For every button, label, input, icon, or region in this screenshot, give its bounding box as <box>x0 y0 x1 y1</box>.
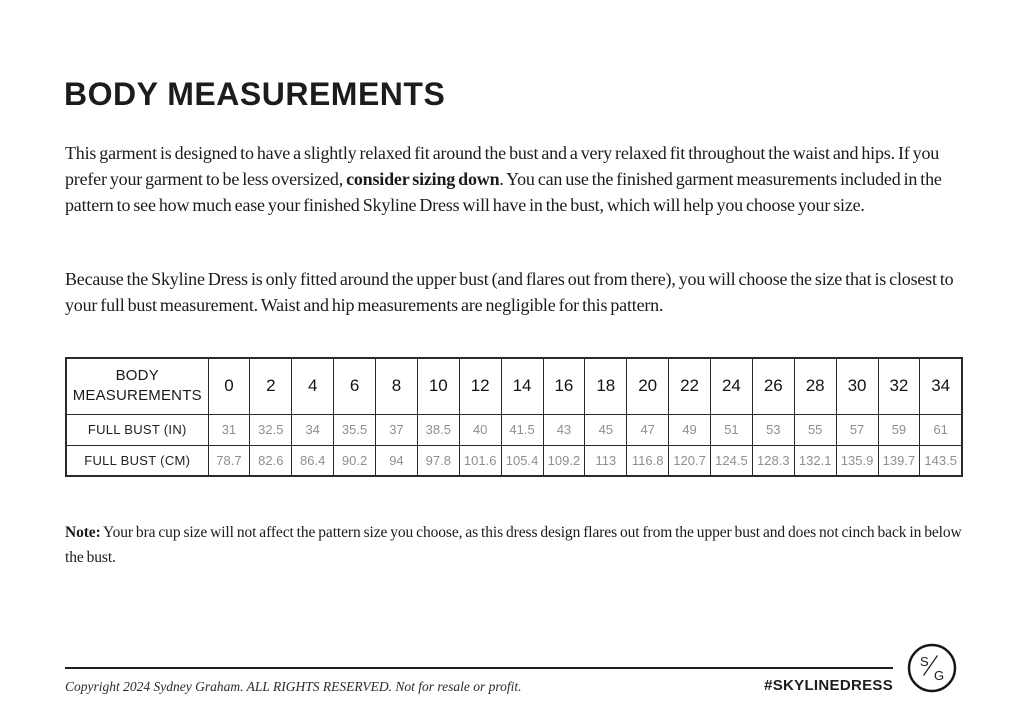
size-column-header-10: 10 <box>417 358 459 414</box>
size-column-header-34: 34 <box>920 358 962 414</box>
full-bust-cm-value: 124.5 <box>711 445 753 476</box>
size-header-row <box>66 358 962 414</box>
full-bust-in-value: 31 <box>208 414 250 445</box>
size-column-header-18: 18 <box>585 358 627 414</box>
size-column-header-26: 26 <box>752 358 794 414</box>
size-column-header-28: 28 <box>794 358 836 414</box>
size-column-header-22: 22 <box>669 358 711 414</box>
size-column-header-2: 2 <box>250 358 292 414</box>
full-bust-in-value: 40 <box>459 414 501 445</box>
full-bust-in-row <box>66 414 962 445</box>
full-bust-cm-value: 82.6 <box>250 445 292 476</box>
copyright-text: Copyright 2024 Sydney Graham. ALL RIGHTS RESERVED. Not for resale or profit. <box>65 679 522 694</box>
intro-p1-text-before: This garment is designed to have a slightly relaxed fit around the bust and a very relaxed fit throughout the waist and hips. If you prefer your garment to be less oversized, <box>65 143 940 189</box>
full-bust-cm-value: 97.8 <box>417 445 459 476</box>
full-bust-cm-value: 109.2 <box>543 445 585 476</box>
full-bust-in-value: 35.5 <box>334 414 376 445</box>
full-bust-in-value: 51 <box>711 414 753 445</box>
size-column-header-14: 14 <box>501 358 543 414</box>
footer-divider-line <box>65 667 893 669</box>
row-label-full-bust-cm: FULL BUST (CM) <box>66 445 208 476</box>
full-bust-cm-value: 113 <box>585 445 627 476</box>
full-bust-in-value: 32.5 <box>250 414 292 445</box>
note-paragraph <box>65 520 967 570</box>
sg-logo <box>907 643 957 693</box>
size-column-header-30: 30 <box>836 358 878 414</box>
full-bust-cm-value: 94 <box>376 445 418 476</box>
full-bust-in-value: 37 <box>376 414 418 445</box>
size-column-header-6: 6 <box>334 358 376 414</box>
full-bust-in-value: 38.5 <box>417 414 459 445</box>
table-corner-header: BODY MEASUREMENTS <box>66 358 208 414</box>
note-label: Note: <box>65 524 101 541</box>
intro-p1-text-after: . You can use the finished garment measurements included in the pattern to see how much ease your finished Skyline Dress will have in the bust, which will help you choose your size. <box>65 169 942 215</box>
logo-letter-s: S <box>920 654 929 669</box>
full-bust-cm-value: 143.5 <box>920 445 962 476</box>
full-bust-in-value: 61 <box>920 414 962 445</box>
full-bust-in-value: 45 <box>585 414 627 445</box>
size-column-header-8: 8 <box>376 358 418 414</box>
logo-letter-g: G <box>934 668 945 683</box>
full-bust-in-value: 43 <box>543 414 585 445</box>
sg-logo-icon <box>907 643 957 693</box>
size-column-header-20: 20 <box>627 358 669 414</box>
intro-p1-bold-phrase: consider sizing down <box>346 169 500 189</box>
full-bust-in-value: 49 <box>669 414 711 445</box>
full-bust-cm-value: 101.6 <box>459 445 501 476</box>
row-label-full-bust-in: FULL BUST (IN) <box>66 414 208 445</box>
full-bust-cm-value: 90.2 <box>334 445 376 476</box>
size-column-header-0: 0 <box>208 358 250 414</box>
note-text: Your bra cup size will not affect the pattern size you choose, as this dress design flares out from the upper bust and does not cinch back in below the bust. <box>65 524 962 566</box>
intro-paragraph-2: Because the Skyline Dress is only fitted around the upper bust (and flares out from there), you will choose the size that is closest to your full bust measurement. Waist and hip measurements are negligible for this pattern. <box>65 269 954 315</box>
full-bust-cm-value: 135.9 <box>836 445 878 476</box>
full-bust-in-value: 55 <box>794 414 836 445</box>
full-bust-cm-value: 78.7 <box>208 445 250 476</box>
hashtag-text: #SKYLINEDRESS <box>764 677 893 694</box>
full-bust-in-value: 53 <box>752 414 794 445</box>
full-bust-in-value: 59 <box>878 414 920 445</box>
full-bust-cm-value: 86.4 <box>292 445 334 476</box>
size-column-header-24: 24 <box>711 358 753 414</box>
full-bust-cm-value: 132.1 <box>794 445 836 476</box>
size-column-header-12: 12 <box>459 358 501 414</box>
full-bust-in-value: 57 <box>836 414 878 445</box>
full-bust-in-value: 41.5 <box>501 414 543 445</box>
page-title: BODY MEASUREMENTS <box>64 76 446 112</box>
full-bust-in-value: 34 <box>292 414 334 445</box>
full-bust-cm-value: 105.4 <box>501 445 543 476</box>
size-column-header-16: 16 <box>543 358 585 414</box>
size-column-header-32: 32 <box>878 358 920 414</box>
full-bust-cm-value: 128.3 <box>752 445 794 476</box>
size-column-header-4: 4 <box>292 358 334 414</box>
full-bust-cm-value: 120.7 <box>669 445 711 476</box>
full-bust-in-value: 47 <box>627 414 669 445</box>
body-measurements-table <box>65 357 963 477</box>
logo-circle <box>909 645 955 691</box>
full-bust-cm-value: 139.7 <box>878 445 920 476</box>
full-bust-cm-value: 116.8 <box>627 445 669 476</box>
intro-paragraph-1 <box>65 140 965 218</box>
full-bust-cm-row <box>66 445 962 476</box>
